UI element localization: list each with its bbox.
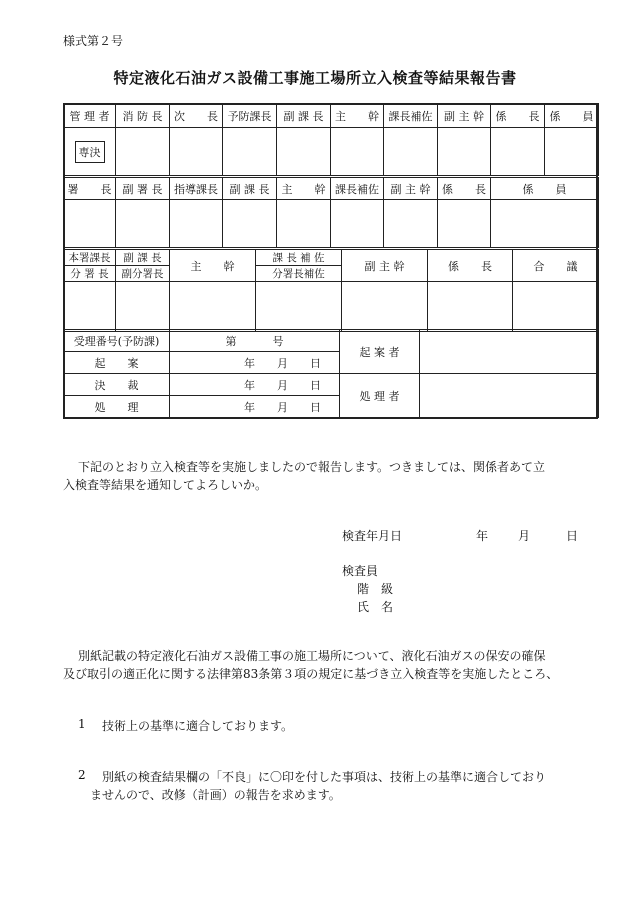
seal-box[interactable]	[64, 200, 116, 248]
item-2-text-line-2: ませんので、改修（計画）の報告を求めます。	[90, 788, 341, 802]
header-shukan: 主 幹	[277, 178, 331, 200]
inspection-date-label: 検査年月日	[342, 529, 403, 543]
kian-label: 起 案	[64, 352, 170, 374]
header-kachou-hosa: 課長補佐	[331, 178, 384, 200]
header-yobou-kachou: 予防課長	[223, 104, 277, 128]
seal-box[interactable]	[438, 128, 491, 176]
day-label: 日	[310, 378, 321, 392]
header-fuku-kachou: 副 課 長	[223, 178, 277, 200]
receipt-number-field[interactable]	[170, 330, 340, 352]
seal-box[interactable]	[331, 128, 384, 176]
header-fuku-kachou: 副 課 長	[116, 250, 170, 266]
header-fuku-shukan: 副 主 幹	[438, 104, 491, 128]
seal-box[interactable]	[384, 200, 438, 248]
header-shukan: 主 幹	[331, 104, 384, 128]
year-label: 年	[244, 378, 255, 392]
day-label: 日	[310, 400, 321, 414]
seal-box[interactable]	[170, 128, 223, 176]
senketsu-stamp: 専決	[75, 141, 105, 163]
header-fuku-kachou: 副 課 長	[277, 104, 331, 128]
header-kakariin: 係 員	[545, 104, 599, 128]
item-2-text-line-1: 別紙の検査結果欄の「不良」に〇印を付した事項は、技術上の基準に適合しており	[102, 770, 547, 784]
seal-box[interactable]	[491, 128, 545, 176]
shorisha-label: 処 理 者	[340, 374, 420, 418]
item-1-text: 技術上の基準に適合しております。	[102, 719, 294, 733]
header-shochou: 署 長	[64, 178, 116, 200]
seal-box[interactable]	[223, 128, 277, 176]
approval-table-1	[63, 103, 599, 176]
approval-table-2	[63, 177, 599, 248]
go-label: 号	[272, 334, 284, 348]
kessai-label: 決 裁	[64, 374, 170, 396]
header-kakariin: 係 員	[491, 178, 599, 200]
seal-box[interactable]	[384, 128, 438, 176]
kian-date-field[interactable]	[170, 352, 340, 374]
name-label: 氏 名	[357, 600, 394, 614]
kessai-date-field[interactable]	[170, 374, 340, 396]
month-label: 月	[277, 378, 288, 392]
seal-box[interactable]	[116, 128, 170, 176]
seal-box[interactable]	[438, 200, 491, 248]
header-kanrisha: 管 理 者	[64, 104, 116, 128]
shori-date-field[interactable]	[170, 396, 340, 418]
seal-box[interactable]	[170, 200, 223, 248]
inspection-day: 日	[566, 529, 579, 543]
inspector-label: 検査員	[342, 564, 379, 578]
intro-line-1: 下記のとおり立入検査等を実施しましたので報告します。つきましては、関係者あて立	[78, 460, 546, 474]
rank-label: 階 級	[357, 582, 394, 596]
shori-label: 処 理	[64, 396, 170, 418]
header-kachou-hosa: 課 長 補 佐	[256, 250, 342, 266]
inspection-year: 年	[476, 529, 489, 543]
header-fuku-shochou: 副 署 長	[116, 178, 170, 200]
seal-box[interactable]	[170, 282, 256, 332]
header-shidou-kachou: 指導課長	[170, 178, 223, 200]
header-honsho-kachou: 本署課長	[64, 250, 116, 266]
body-line-2: 及び取引の適正化に関する法律第83条第３項の規定に基づき立入検査等を実施したところ、	[63, 667, 559, 681]
document-title: 特定液化石油ガス設備工事施工場所立入検査等結果報告書	[113, 69, 517, 87]
form-number: 様式第２号	[63, 34, 124, 48]
seal-box[interactable]	[491, 200, 599, 248]
header-kakarichou: 係 長	[438, 178, 491, 200]
seal-box[interactable]	[331, 200, 384, 248]
body-line-1: 別紙記載の特定液化石油ガス設備工事の施工場所について、液化石油ガスの保安の確保	[78, 649, 546, 663]
seal-box[interactable]	[428, 282, 513, 332]
header-fuku-shukan: 副 主 幹	[384, 178, 438, 200]
seal-box[interactable]	[342, 282, 428, 332]
header-fuku-shukan: 副 主 幹	[342, 250, 428, 282]
header-kachou-hosa: 課長補佐	[384, 104, 438, 128]
inspection-month: 月	[518, 529, 531, 543]
item-2-number: 2	[78, 768, 86, 782]
item-1-number: 1	[78, 717, 86, 731]
seal-box[interactable]	[277, 200, 331, 248]
seal-box[interactable]	[513, 282, 599, 332]
header-kakarichou: 係 長	[428, 250, 513, 282]
reception-table	[63, 329, 599, 418]
kiansha-label: 起 案 者	[340, 330, 420, 374]
header-kakarichou: 係 長	[491, 104, 545, 128]
year-label: 年	[244, 400, 255, 414]
seal-box[interactable]	[116, 282, 170, 332]
header-shoubouchou: 消 防 長	[116, 104, 170, 128]
seal-box[interactable]	[223, 200, 277, 248]
approval-table-3	[63, 249, 599, 332]
seal-box[interactable]	[277, 128, 331, 176]
intro-line-2: 入検査等結果を通知してよろしいか。	[63, 478, 268, 492]
seal-box[interactable]	[545, 128, 599, 176]
year-label: 年	[244, 356, 255, 370]
seal-box[interactable]	[116, 200, 170, 248]
header-bunshochou: 分 署 長	[64, 266, 116, 282]
month-label: 月	[277, 356, 288, 370]
header-gougi: 合 議	[513, 250, 599, 282]
seal-box[interactable]	[256, 282, 342, 332]
seal-box[interactable]	[64, 128, 116, 176]
seal-box[interactable]	[64, 282, 116, 332]
header-jichou: 次 長	[170, 104, 223, 128]
month-label: 月	[277, 400, 288, 414]
header-fuku-bunshochou: 副分署長	[116, 266, 170, 282]
header-bunshochou-hosa: 分署長補佐	[256, 266, 342, 282]
kiansha-field[interactable]	[420, 330, 599, 374]
dai-label: 第	[225, 334, 237, 348]
header-shukan: 主 幹	[170, 250, 256, 282]
shorisha-field[interactable]	[420, 374, 599, 418]
day-label: 日	[310, 356, 321, 370]
receipt-number-label: 受理番号(予防課)	[64, 330, 170, 352]
